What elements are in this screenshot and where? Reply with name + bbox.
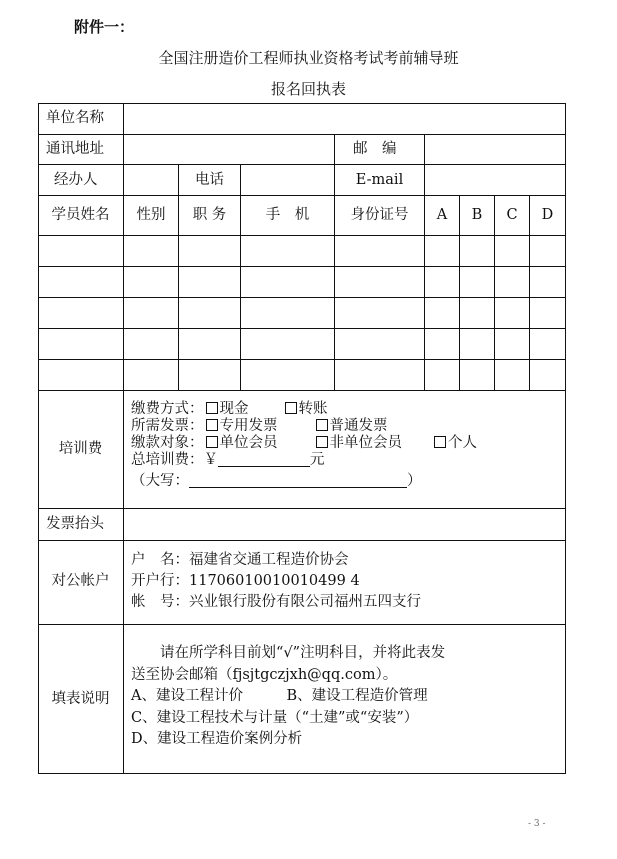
non-member-option: 非单位会员	[329, 435, 402, 451]
col-gender: 性别	[136, 207, 166, 223]
ordinary-invoice-checkbox[interactable]	[316, 419, 328, 431]
training-fee-label: 培训费	[58, 441, 103, 457]
form-subtitle: 报名回执表	[270, 80, 346, 98]
col-mobile: 手 机	[265, 207, 310, 223]
unit-name-field[interactable]	[124, 104, 565, 134]
account-name: 户 名：福建省交通工程造价协会	[131, 552, 349, 568]
non-member-checkbox[interactable]	[316, 436, 328, 448]
account-bank: 开户行：11706010010010499 4	[131, 573, 360, 589]
public-account-label: 对公帐户	[51, 573, 110, 589]
email-field[interactable]	[425, 165, 565, 195]
payer-label: 缴款对象：	[131, 435, 204, 451]
individual-checkbox[interactable]	[434, 436, 446, 448]
invoice-header-field[interactable]	[124, 509, 565, 540]
capital-amount-input[interactable]	[189, 473, 407, 488]
address-label: 通讯地址	[46, 141, 104, 157]
invoice-type-label: 所需发票：	[131, 418, 204, 434]
individual-option: 个人	[448, 435, 477, 451]
col-student-name: 学员姓名	[51, 207, 110, 223]
form-title: 全国注册造价工程师执业资格考试考前辅导班	[158, 49, 459, 67]
col-id-number: 身份证号	[350, 207, 409, 223]
training-fee-block	[131, 401, 477, 490]
email-label: E-mail	[355, 172, 404, 188]
capital-amount-open: （大写：	[131, 473, 189, 489]
subject-c-desc: C、建设工程技术与计量（“土建”或“安装”）	[131, 709, 419, 726]
public-account-info	[131, 550, 421, 613]
col-subject-a: A	[436, 207, 448, 223]
instruction-line: 请在所学科目前划“√”注明科目，并将此表发	[131, 645, 446, 661]
subject-a-desc: A、建设工程计价 B、建设工程造价管理	[131, 688, 428, 704]
col-subject-d: D	[541, 207, 554, 223]
contact-person-label: 经办人	[54, 172, 98, 188]
attachment-label: 附件一：	[74, 18, 135, 36]
postcode-label: 邮 编	[353, 141, 397, 157]
currency-symbol: ￥	[203, 452, 218, 468]
instructions-text	[131, 643, 561, 751]
table-row[interactable]	[39, 267, 565, 297]
table-row[interactable]	[39, 360, 565, 390]
instructions-label: 填表说明	[51, 691, 110, 707]
special-invoice-option: 专用发票	[219, 418, 278, 434]
total-fee-input[interactable]	[218, 452, 310, 467]
transfer-checkbox[interactable]	[285, 402, 297, 414]
col-subject-b: B	[471, 207, 483, 223]
unit-name-label: 单位名称	[46, 110, 104, 126]
address-field[interactable]	[124, 135, 334, 164]
phone-field[interactable]	[241, 165, 334, 195]
postcode-field[interactable]	[425, 135, 565, 164]
account-number: 帐 号：兴业银行股份有限公司福州五四支行	[131, 594, 421, 610]
col-position: 职 务	[192, 207, 227, 223]
table-row[interactable]	[39, 329, 565, 359]
total-fee-label: 总培训费：	[131, 452, 204, 468]
contact-person-field[interactable]	[124, 165, 178, 195]
member-option: 单位会员	[219, 435, 278, 451]
member-checkbox[interactable]	[206, 436, 218, 448]
ordinary-invoice-option: 普通发票	[329, 418, 388, 434]
table-row[interactable]	[39, 298, 565, 328]
phone-label: 电话	[195, 172, 224, 188]
table-row[interactable]	[39, 236, 565, 266]
col-subject-c: C	[506, 207, 518, 223]
subject-d-desc: D、建设工程造价案例分析	[131, 731, 303, 747]
currency-unit: 元	[310, 452, 325, 468]
transfer-option: 转账	[298, 401, 328, 417]
cash-option: 现金	[219, 401, 249, 417]
registration-form-table	[38, 103, 566, 774]
payment-method-label: 缴费方式：	[131, 401, 204, 417]
invoice-header-label: 发票抬头	[46, 516, 104, 532]
capital-amount-close: ）	[407, 473, 422, 489]
cash-checkbox[interactable]	[206, 402, 218, 414]
page-number: - 3 -	[528, 819, 546, 829]
special-invoice-checkbox[interactable]	[206, 419, 218, 431]
instruction-line: 送至协会邮箱（fjsjtgczjxh@qq.com）。	[131, 666, 398, 683]
